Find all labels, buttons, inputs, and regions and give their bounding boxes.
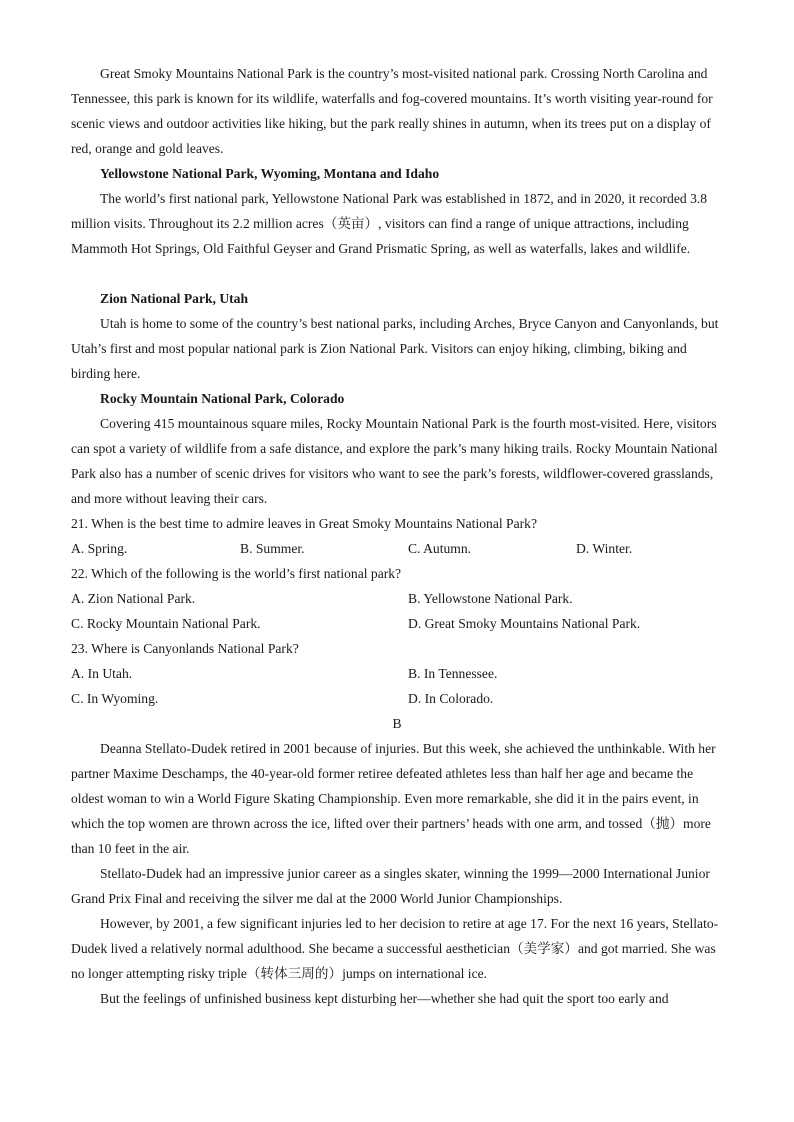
question-22-option-d: D. Great Smoky Mountains National Park. <box>408 616 641 631</box>
question-23-option-a: A. In Utah. <box>71 666 133 681</box>
question-21-stem: 21. When is the best time to admire leaves in Great Smoky Mountains National Park? <box>71 516 537 531</box>
passage-b-paragraph-1: Deanna Stellato-Dudek retired in 2001 because of injuries. But this week, she achieved the unthinkable. With her partner Maxime Deschamps, the 40-year-old former retiree defeated athletes less than half her age and became the oldest woman to win a World Figure Skating Championship. Even more remarkable, she did it in the pairs event, in which the top women are thrown across the ice, lifted over their partners’ heads with one arm, and tossed（抛）more than 10 feet in the air. <box>71 741 716 856</box>
passage-b-label: B <box>392 716 402 731</box>
question-21-option-d: D. Winter. <box>576 541 633 556</box>
question-21-option-c: C. Autumn. <box>408 541 472 556</box>
question-23-option-d: D. In Colorado. <box>408 691 494 706</box>
passage-b-paragraph-3: However, by 2001, a few significant injuries led to her decision to retire at age 17. For the next 16 years, Stellato-Dudek lived a relatively normal adulthood. She became a successful aesthetician（美学家）and got married. She was no longer attempting risky triple（转体三周的）jumps on international ice. <box>71 916 719 981</box>
question-22-option-a: A. Zion National Park. <box>71 591 196 606</box>
question-21-option-a: A. Spring. <box>71 541 128 556</box>
yellowstone-paragraph: The world’s first national park, Yellowstone National Park was established in 1872, and in 2020, it recorded 3.8 million visits. Throughout its 2.2 million acres（英亩）, visitors can find a range of unique attractions, including Mammoth Hot Springs, Old Faithful Geyser and Grand Prismatic Spring, as well as waterfalls, lakes and wildlife. <box>71 191 708 256</box>
question-23-option-b: B. In Tennessee. <box>408 666 498 681</box>
rocky-heading: Rocky Mountain National Park, Colorado <box>100 391 345 406</box>
rocky-paragraph: Covering 415 mountainous square miles, Rocky Mountain National Park is the fourth most-visited. Here, visitors can spot a variety of wildlife from a safe distance, and explore the park’s many hiking trails. Rocky Mountain National Park also has a number of scenic drives for visitors who want to see the park’s forests, wildflower-covered grasslands, and more without leaving their cars. <box>71 416 718 506</box>
question-22-option-b: B. Yellowstone National Park. <box>408 591 573 606</box>
question-23-stem: 23. Where is Canyonlands National Park? <box>71 641 299 656</box>
question-22-stem: 22. Which of the following is the world’s first national park? <box>71 566 402 581</box>
smoky-paragraph: Great Smoky Mountains National Park is the country’s most-visited national park. Crossing North Carolina and Tennessee, this park is known for its wildlife, waterfalls and fog-covered mountains. It’s worth visiting year-round for scenic views and outdoor activities like hiking, but the park really shines in autumn, when its trees put on a display of red, orange and gold leaves. <box>71 66 713 156</box>
zion-paragraph: Utah is home to some of the country’s best national parks, including Arches, Bryce Canyon and Canyonlands, but Utah’s first and most popular national park is Zion National Park. Visitors can enjoy hiking, climbing, biking and birding here. <box>71 316 719 381</box>
yellowstone-heading: Yellowstone National Park, Wyoming, Montana and Idaho <box>100 166 440 181</box>
zion-heading: Zion National Park, Utah <box>100 291 249 306</box>
question-23-option-c: C. In Wyoming. <box>71 691 159 706</box>
passage-b-paragraph-2: Stellato-Dudek had an impressive junior career as a singles skater, winning the 1999—2000 International Junior Grand Prix Final and receiving the silver me dal at the 2000 World Junior Championships. <box>71 866 710 906</box>
passage-b-paragraph-4: But the feelings of unfinished business kept disturbing her—whether she had quit the sport too early and <box>100 991 669 1006</box>
question-21-option-b: B. Summer. <box>240 541 305 556</box>
question-22-option-c: C. Rocky Mountain National Park. <box>71 616 261 631</box>
